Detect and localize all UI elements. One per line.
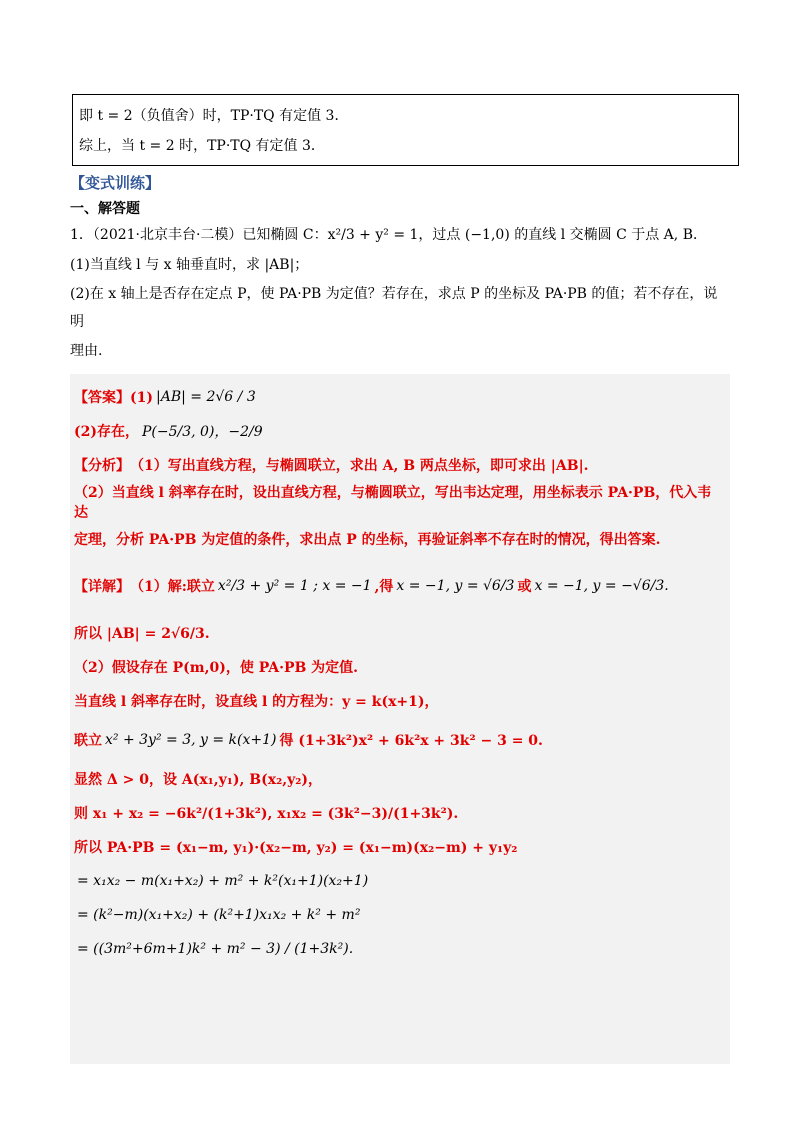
joint-row xyxy=(74,718,724,762)
answer-row-1 xyxy=(74,380,724,414)
answer-row-2 xyxy=(74,414,724,448)
dot-text-2: = x₁x₂ − m(x₁+x₂) + m² + k²(x₁+1)(x₂+1) xyxy=(77,873,369,889)
detail-text-1: （1）解:联立 xyxy=(130,579,215,595)
slope-text: 当直线 l 斜率存在时，设直线 l 的方程为：y = k(x+1)， xyxy=(74,694,439,710)
joint-label: 联立 xyxy=(74,733,102,749)
dot-row-4 xyxy=(74,932,724,966)
part2-text: （2）假设存在 P(m,0)，使 PA·PB 为定值. xyxy=(74,660,359,676)
dot-row-3 xyxy=(74,898,724,932)
answer-label: 【答案】(1) xyxy=(74,390,153,406)
so-row-1 xyxy=(74,616,724,650)
dot-row-1 xyxy=(74,830,724,864)
analysis-row-3 xyxy=(74,522,724,556)
question-part-2b: 理由. xyxy=(70,343,103,359)
question-part-2a: (2)在 x 轴上是否存在定点 P，使 PA·PB 为定值？若存在，求点 P 的坐标及 PA·PB 的值；若不存在，说明 xyxy=(70,286,718,330)
question-part-1: (1)当直线 l 与 x 轴垂直时，求 |AB|； xyxy=(70,257,309,273)
analysis-text-1: （1）写出直线方程，与椭圆联立，求出 A, B 两点坐标，即可求出 |AB|. xyxy=(130,458,589,474)
slope-row xyxy=(74,684,724,718)
dot-row-2 xyxy=(74,864,724,898)
dot-text-1: 所以 PA·PB = (x₁−m, y₁)·(x₂−m, y₂) = (x₁−m)(x₂−m) + y₁y₂ xyxy=(74,840,518,856)
vieta-row xyxy=(74,796,724,830)
question-intro: 1．（2021·北京丰台·二模）已知椭圆 C：x²/3 + y² = 1，过点 (−1,0) 的直线 l 交椭圆 C 于点 A, B． xyxy=(70,227,707,243)
detail-get: ,得 xyxy=(374,579,394,595)
document-page xyxy=(70,94,730,1064)
answer-2-label: (2)存在， xyxy=(74,424,139,440)
detail-or: 或 xyxy=(517,579,532,595)
analysis-row-2 xyxy=(74,482,724,522)
answer-1-formula: |AB| = 2√6 / 3 xyxy=(156,389,256,405)
analysis-row-1 xyxy=(74,448,724,482)
detail-row-1 xyxy=(74,556,724,616)
analysis-text-2a: （2）当直线 l 斜率存在时，设出直线方程，与椭圆联立，写出韦达定理，用坐标表示 PA·PB，代入韦达 xyxy=(74,485,712,521)
detail-result-1: x = −1, y = √6/3 xyxy=(396,578,515,594)
detail-system: x²/3 + y² = 1 ; x = −1 xyxy=(217,578,372,594)
answer-2-formula: P(−5/3, 0)，−2/9 xyxy=(142,424,263,440)
detail-result-2: x = −1, y = −√6/3. xyxy=(534,578,669,594)
section-subheading: 一、解答题 xyxy=(70,201,140,217)
answer-block xyxy=(70,374,730,1064)
joint-get: 得 (1+3k²)x² + 6k²x + 3k² − 3 = 0. xyxy=(279,733,543,749)
dot-text-4: = ((3m²+6m+1)k² + m² − 3) / (1+3k²). xyxy=(77,941,354,957)
part2-row xyxy=(74,650,724,684)
joint-system: x² + 3y² = 3, y = k(x+1) xyxy=(105,732,277,748)
question-1 xyxy=(70,220,730,366)
section-title: 【变式训练】 xyxy=(70,174,161,192)
analysis-label: 【分析】 xyxy=(74,458,130,474)
delta-text: 显然 Δ > 0，设 A(x₁,y₁), B(x₂,y₂)， xyxy=(74,772,323,788)
solution-box xyxy=(72,94,739,166)
vieta-text: 则 x₁ + x₂ = −6k²/(1+3k²), x₁x₂ = (3k²−3)/(1+3k²). xyxy=(74,806,459,822)
box-line-2: 综上，当 t = 2 时，TP·TQ 有定值 3． xyxy=(79,138,325,154)
delta-row xyxy=(74,762,724,796)
dot-text-3: = (k²−m)(x₁+x₂) + (k²+1)x₁x₂ + k² + m² xyxy=(77,907,361,923)
detail-label: 【详解】 xyxy=(74,579,130,595)
box-line-1: 即 t = 2（负值舍）时，TP·TQ 有定值 3． xyxy=(79,108,349,124)
so-text-1: 所以 |AB| = 2√6/3. xyxy=(74,626,210,642)
analysis-text-2b: 定理，分析 PA·PB 为定值的条件，求出点 P 的坐标，再验证斜率不存在时的情况，得出答案. xyxy=(74,532,661,548)
